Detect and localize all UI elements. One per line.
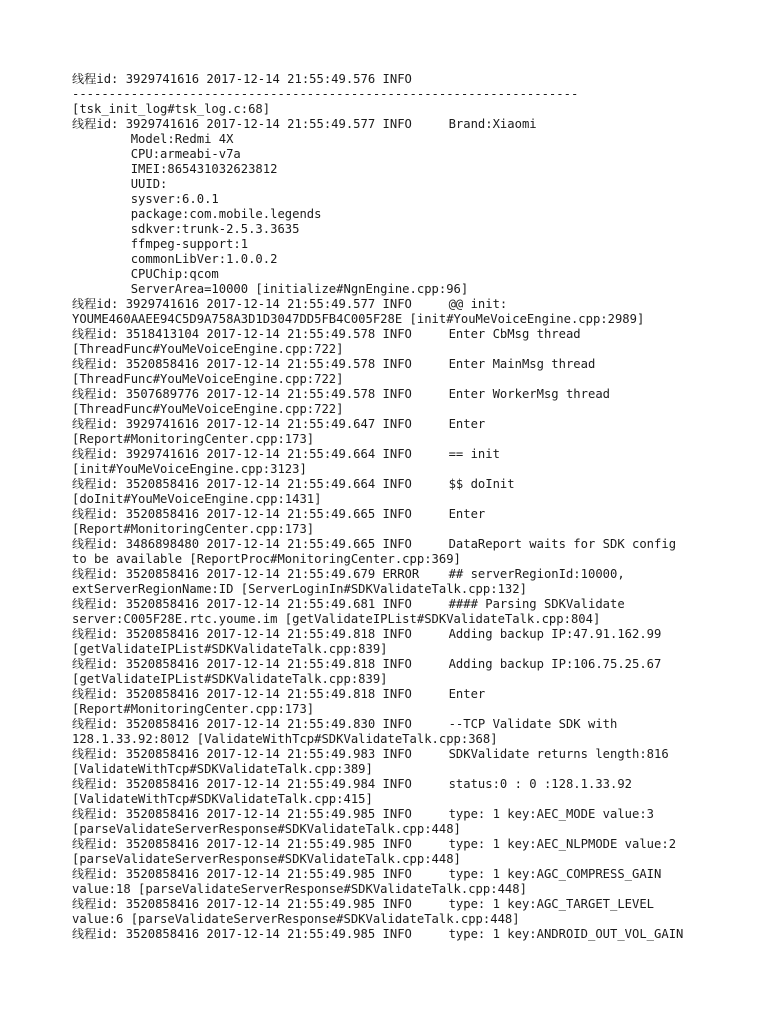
log-line: value:18 [parseValidateServerResponse#SDKValidateTalk.cpp:448] [72,882,527,896]
log-line: CPUChip:qcom [72,267,219,281]
log-line: 线程id: 3520858416 2017-12-14 21:55:49.985 INFO type: 1 key:AGC_COMPRESS_GAIN [72,867,662,881]
log-line: 线程id: 3520858416 2017-12-14 21:55:49.985 INFO type: 1 key:AGC_TARGET_LEVEL [72,897,655,911]
log-line: server:C005F28E.rtc.youme.im [getValidateIPList#SDKValidateTalk.cpp:804] [72,612,601,626]
log-line: [getValidateIPList#SDKValidateTalk.cpp:839] [72,642,388,656]
log-line: 线程id: 3520858416 2017-12-14 21:55:49.984 INFO status:0 : 0 :128.1.33.92 [72,777,633,791]
log-line: CPU:armeabi-v7a [72,147,241,161]
log-line: 线程id: 3520858416 2017-12-14 21:55:49.985 INFO type: 1 key:ANDROID_OUT_VOL_GAIN [72,927,684,941]
log-line: [Report#MonitoringCenter.cpp:173] [72,702,315,716]
log-line: 128.1.33.92:8012 [ValidateWithTcp#SDKValidateTalk.cpp:368] [72,732,498,746]
log-line: 线程id: 3486898480 2017-12-14 21:55:49.665 INFO DataReport waits for SDK config [72,537,677,551]
log-line: UUID: [72,177,168,191]
log-line: 线程id: 3929741616 2017-12-14 21:55:49.576 INFO [72,72,412,86]
log-line: 线程id: 3520858416 2017-12-14 21:55:49.818 INFO Enter [72,687,486,701]
log-line: 线程id: 3520858416 2017-12-14 21:55:49.985 INFO type: 1 key:AEC_NLPMODE value:2 [72,837,677,851]
log-line: [Report#MonitoringCenter.cpp:173] [72,432,315,446]
log-line: [parseValidateServerResponse#SDKValidateTalk.cpp:448] [72,822,461,836]
log-line: 线程id: 3520858416 2017-12-14 21:55:49.665 INFO Enter [72,507,486,521]
log-line: ffmpeg-support:1 [72,237,249,251]
log-line: 线程id: 3520858416 2017-12-14 21:55:49.664 INFO $$ doInit [72,477,515,491]
log-line: ServerArea=10000 [initialize#NgnEngine.cpp:96] [72,282,469,296]
log-line: 线程id: 3929741616 2017-12-14 21:55:49.647 INFO Enter [72,417,486,431]
log-line: [ValidateWithTcp#SDKValidateTalk.cpp:415] [72,792,373,806]
log-line: value:6 [parseValidateServerResponse#SDKValidateTalk.cpp:448] [72,912,520,926]
log-line: 线程id: 3507689776 2017-12-14 21:55:49.578 INFO Enter WorkerMsg thread [72,387,610,401]
log-line: 线程id: 3520858416 2017-12-14 21:55:49.681 INFO #### Parsing SDKValidate [72,597,625,611]
log-line: [tsk_init_log#tsk_log.c:68] [72,102,271,116]
log-line: 线程id: 3520858416 2017-12-14 21:55:49.985 INFO type: 1 key:AEC_MODE value:3 [72,807,655,821]
log-line: --------------------------------------------------------------------- [72,87,579,101]
log-line: 线程id: 3520858416 2017-12-14 21:55:49.818 INFO Adding backup IP:47.91.162.99 [72,627,662,641]
log-line: sdkver:trunk-2.5.3.3635 [72,222,300,236]
log-line: 线程id: 3929741616 2017-12-14 21:55:49.664 INFO == init [72,447,500,461]
log-line: [ThreadFunc#YouMeVoiceEngine.cpp:722] [72,342,344,356]
log-line: [ThreadFunc#YouMeVoiceEngine.cpp:722] [72,402,344,416]
log-line: commonLibVer:1.0.0.2 [72,252,278,266]
log-line: 线程id: 3520858416 2017-12-14 21:55:49.818 INFO Adding backup IP:106.75.25.67 [72,657,662,671]
log-line: 线程id: 3520858416 2017-12-14 21:55:49.578 INFO Enter MainMsg thread [72,357,596,371]
log-line: [parseValidateServerResponse#SDKValidateTalk.cpp:448] [72,852,461,866]
log-line: YOUME460AAEE94C5D9A758A3D1D3047DD5FB4C005F28E [init#YouMeVoiceEngine.cpp:2989] [72,312,645,326]
log-line: to be available [ReportProc#MonitoringCenter.cpp:369] [72,552,461,566]
log-line: 线程id: 3520858416 2017-12-14 21:55:49.830 INFO --TCP Validate SDK with [72,717,618,731]
log-text-block [72,72,752,942]
log-line: [init#YouMeVoiceEngine.cpp:3123] [72,462,307,476]
log-line: IMEI:865431032623812 [72,162,278,176]
log-line: 线程id: 3520858416 2017-12-14 21:55:49.679 ERROR ## serverRegionId:10000, [72,567,625,581]
log-line: Model:Redmi 4X [72,132,234,146]
log-line: [ValidateWithTcp#SDKValidateTalk.cpp:389] [72,762,373,776]
log-line: 线程id: 3929741616 2017-12-14 21:55:49.577 INFO @@ init: [72,297,508,311]
log-line: sysver:6.0.1 [72,192,219,206]
log-line: 线程id: 3520858416 2017-12-14 21:55:49.983 INFO SDKValidate returns length:816 [72,747,669,761]
log-line: [doInit#YouMeVoiceEngine.cpp:1431] [72,492,322,506]
log-line: [getValidateIPList#SDKValidateTalk.cpp:839] [72,672,388,686]
log-line: package:com.mobile.legends [72,207,322,221]
log-line: [ThreadFunc#YouMeVoiceEngine.cpp:722] [72,372,344,386]
log-line: 线程id: 3518413104 2017-12-14 21:55:49.578 INFO Enter CbMsg thread [72,327,581,341]
log-line: [Report#MonitoringCenter.cpp:173] [72,522,315,536]
log-line: 线程id: 3929741616 2017-12-14 21:55:49.577 INFO Brand:Xiaomi [72,117,537,131]
log-line: extServerRegionName:ID [ServerLoginIn#SDKValidateTalk.cpp:132] [72,582,527,596]
